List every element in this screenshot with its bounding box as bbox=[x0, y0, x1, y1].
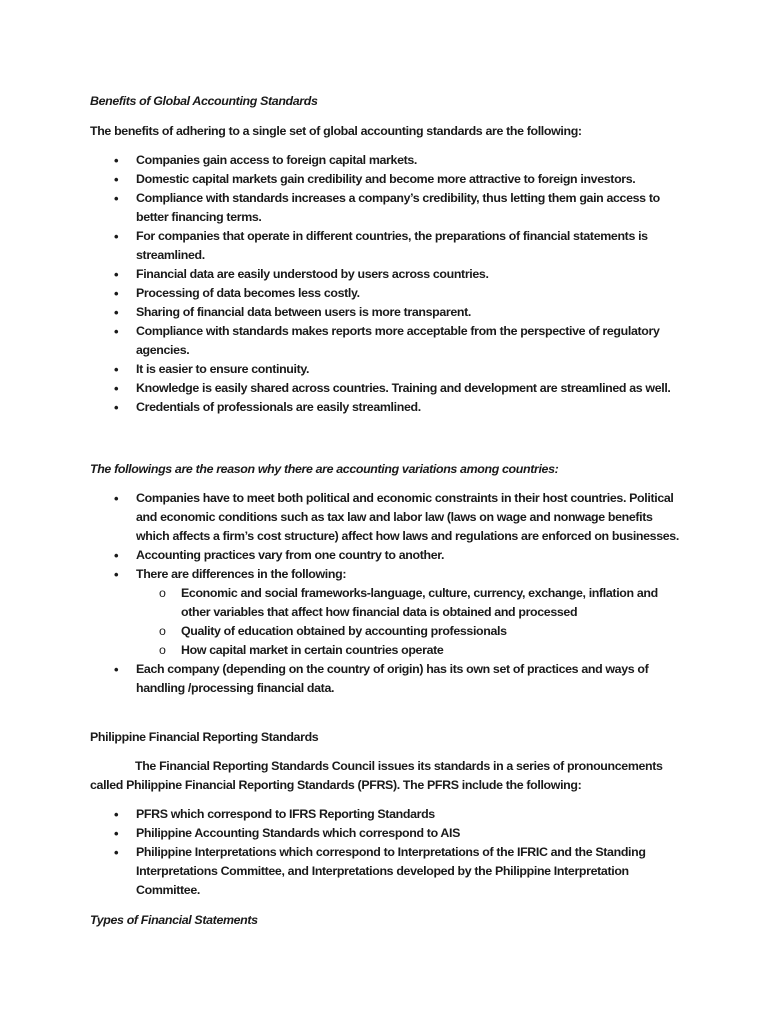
section-title-benefits: Benefits of Global Accounting Standards bbox=[90, 94, 318, 108]
list-item: • Credentials of professionals are easily streamlined. bbox=[90, 398, 680, 417]
list-item: • Accounting practices vary from one country to another. bbox=[90, 546, 680, 565]
pfrs-paragraph: The Financial Reporting Standards Council issues its standards in a series of pronouncements called Philippine Financial Reporting Standards (PFRS). The PFRS include the following: bbox=[90, 759, 663, 792]
list-item: • Sharing of financial data between users is more transparent. bbox=[90, 303, 680, 322]
benefits-list bbox=[90, 151, 680, 417]
list-item: • Compliance with standards increases a company’s credibility, thus letting them gain access to better financing terms. bbox=[90, 189, 680, 227]
list-item: • Companies gain access to foreign capital markets. bbox=[90, 151, 680, 170]
list-item bbox=[90, 565, 680, 660]
list-item: • Compliance with standards makes reports more acceptable from the perspective of regulatory agencies. bbox=[90, 322, 680, 360]
list-item: • Processing of data becomes less costly. bbox=[90, 284, 680, 303]
list-item: • It is easier to ensure continuity. bbox=[90, 360, 680, 379]
benefits-intro: The benefits of adhering to a single set of global accounting standards are the following: bbox=[90, 124, 582, 138]
list-item: • Each company (depending on the country of origin) has its own set of practices and ways of handling /processing financial data. bbox=[90, 660, 680, 698]
list-item: • Financial data are easily understood by users across countries. bbox=[90, 265, 680, 284]
list-item: • Domestic capital markets gain credibility and become more attractive to foreign investors. bbox=[90, 170, 680, 189]
pfrs-list bbox=[90, 805, 680, 900]
sub-list-item: o How capital market in certain countries operate bbox=[136, 641, 680, 660]
sub-list-item: o Economic and social frameworks-language, culture, currency, exchange, inflation and other variables that affect how financial data is obtained and processed bbox=[136, 584, 680, 622]
sub-list-item: o Quality of education obtained by accounting professionals bbox=[136, 622, 680, 641]
list-item: • Philippine Interpretations which correspond to Interpretations of the IFRIC and the Standing Interpretations Committee, and Interpretations developed by the Philippine Interpretation Committee. bbox=[90, 843, 680, 900]
variations-list bbox=[90, 489, 680, 698]
section-title-pfrs: Philippine Financial Reporting Standards bbox=[90, 730, 319, 744]
list-item-text: There are differences in the following: bbox=[136, 567, 347, 581]
list-item: • Philippine Accounting Standards which correspond to AIS bbox=[90, 824, 680, 843]
list-item: • For companies that operate in different countries, the preparations of financial statements is streamlined. bbox=[90, 227, 680, 265]
list-item: • Knowledge is easily shared across countries. Training and development are streamlined as well. bbox=[90, 379, 680, 398]
section-title-types: Types of Financial Statements bbox=[90, 913, 258, 927]
list-item: • PFRS which correspond to IFRS Reporting Standards bbox=[90, 805, 680, 824]
list-item: • Companies have to meet both political and economic constraints in their host countries. Political and economic conditions such as tax law and labor law (laws on wage and nonwage benefits which affects a firm’s cost structure) affect how laws and regulations are enforced on businesses. bbox=[90, 489, 680, 546]
sub-list bbox=[136, 584, 680, 660]
section-title-variations: The followings are the reason why there are accounting variations among countries: bbox=[90, 462, 559, 476]
